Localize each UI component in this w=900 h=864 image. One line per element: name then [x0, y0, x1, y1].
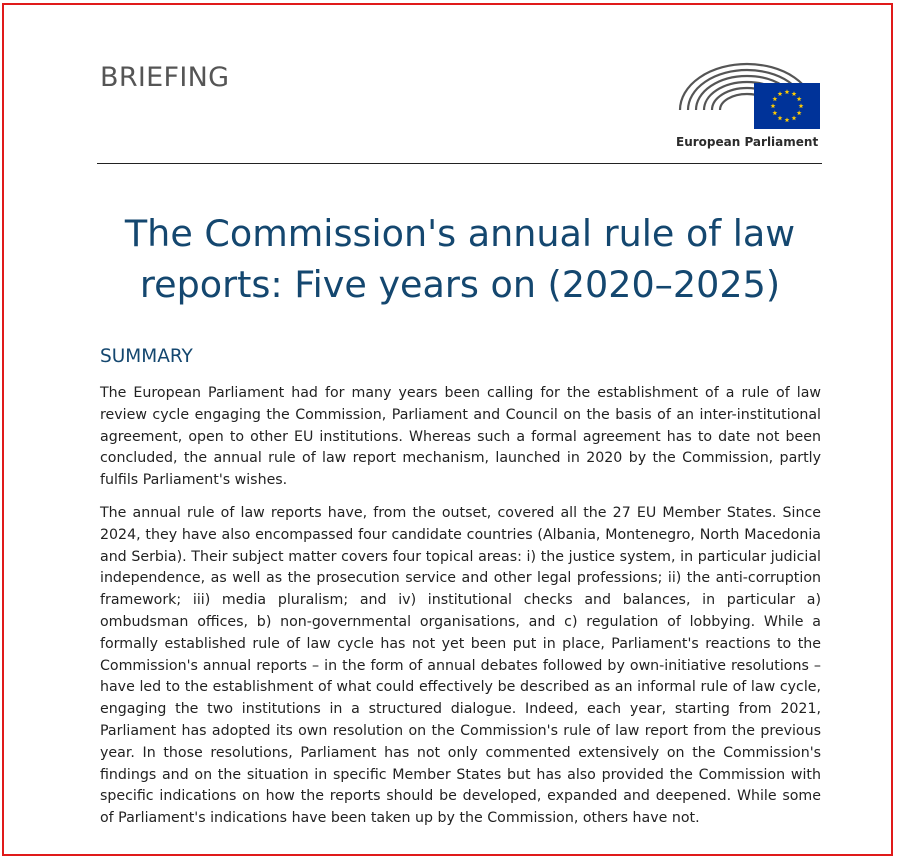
page-title: The Commission's annual rule of law reports: Five years on (2020–2025) — [124, 212, 796, 306]
european-parliament-logo — [672, 50, 822, 155]
logo-caption: European Parliament — [676, 135, 819, 149]
header-divider — [97, 163, 822, 164]
summary-heading: SUMMARY — [100, 346, 193, 367]
eu-flag-icon — [754, 83, 820, 129]
summary-paragraph: The European Parliament had for many years been calling for the establishment of a rule of law review cycle engaging the Commission, Parliament and Council on the basis of an inter-institutional agreement, open to other EU institutions. Whereas such a formal agreement has to date not been concluded, the annual rule of law report mechanism, launched in 2020 by the Commission, partly fulfils Parliament's wishes. — [100, 385, 821, 489]
document-type-label: BRIEFING — [100, 62, 230, 93]
summary-paragraph: The annual rule of law reports have, from the outset, covered all the 27 EU Member States. Since 2024, they have also encompassed four candidate countries (Albania, Montenegro, North Macedonia and Serbia). Their subject matter covers four topical areas: i) the justice system, in particular judicial independence, as well as the prosecution service and other legal professions; ii) the anti-corruption framework; iii) media pluralism; and iv) institutional checks and balances, in particular a) ombudsman offices, b) non-governmental organisations, and c) regulation of lobbying. While a formally established rule of law cycle has not yet been put in place, Parliament's reactions to the Commission's annual reports – in the form of annual debates followed by own-initiative resolutions – have led to the establishment of what could effectively be described as an informal rule of law cycle, engaging the two institutions in a structured dialogue. Indeed, each year, starting from 2021, Parliament has adopted its own resolution on the Commission's rule of law report from the previous year. In those resolutions, Parliament has not only commented extensively on the Commission's findings and on the situation in specific Member States but has also provided the Commission with specific indications on how the reports should be developed, expanded and deepened. While some of Parliament's indications have been taken up by the Commission, others have not. — [100, 505, 821, 827]
